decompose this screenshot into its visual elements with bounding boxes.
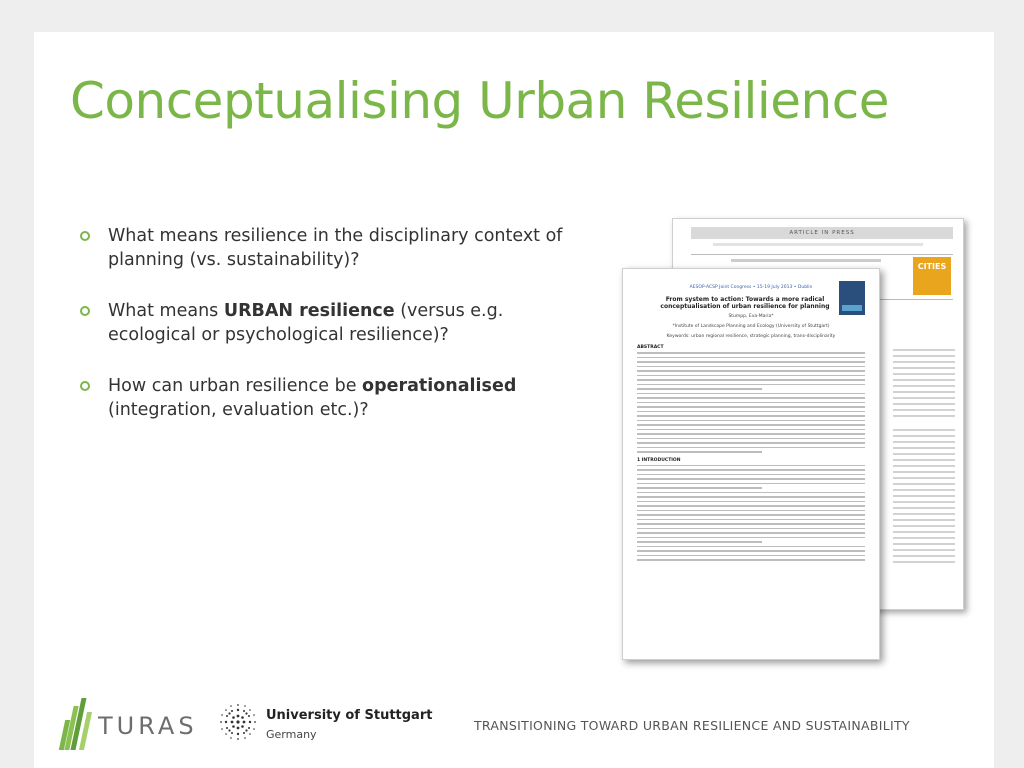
paper-intro-heading: 1 INTRODUCTION <box>637 457 681 463</box>
paper-back-text-column <box>893 349 955 421</box>
paper-back-journal-line <box>731 259 881 262</box>
paper-back-subline <box>713 243 923 246</box>
paper-back-text-column-2 <box>893 429 955 567</box>
paper-keywords: Keywords: urban regional resilience, strategic planning, trans-disciplinarity <box>666 334 836 339</box>
paper-conference-line: AESOP-ACSP Joint Congress • 15-19 July 2013 • Dublin <box>689 285 813 290</box>
aesop-logo <box>839 281 865 315</box>
bullet-item-3 <box>80 374 580 422</box>
turas-logo-text: TURAS <box>98 712 198 740</box>
paper-thumbnail-front <box>622 268 880 660</box>
bullet-item-1 <box>80 224 580 272</box>
bullet-item-2 <box>80 299 580 347</box>
paper-author: Stumpp, Eva-Maria* <box>728 314 774 319</box>
bullet-text: What means resilience in the disciplinary context of planning (vs. sustainability)? <box>108 226 563 270</box>
bullet-list <box>80 224 580 449</box>
bullet-bold-text: URBAN resilience <box>223 301 395 321</box>
university-name: University of Stuttgart <box>266 708 433 723</box>
footer-tagline: TRANSITIONING TOWARD URBAN RESILIENCE AND SUSTAINABILITY <box>474 718 910 733</box>
paper-abstract-lines <box>637 352 865 453</box>
turas-logo-icon <box>60 698 88 750</box>
bullet-text: How can urban resilience be <box>108 376 363 396</box>
university-country: Germany <box>266 728 317 741</box>
paper-title: From system to action: Towards a more radical conceptualisation of urban resilience for planning <box>660 296 830 310</box>
paper-back-header: ARTICLE IN PRESS <box>691 227 953 239</box>
bullet-marker-icon <box>80 381 90 391</box>
university-stuttgart-logo-icon <box>218 702 258 742</box>
bullet-marker-icon <box>80 231 90 241</box>
paper-abstract-heading: ABSTRACT <box>637 345 664 350</box>
cities-journal-badge: CITIES <box>913 257 951 295</box>
paper-affiliation: *Institute of Landscape Planning and Ecology (University of Stuttgart) <box>672 324 830 329</box>
bullet-text-after: (versus e.g. ecological or psychological resilience)? <box>108 301 504 345</box>
bullet-text: What means <box>108 301 224 321</box>
footer-logos <box>60 696 460 752</box>
paper-intro-lines <box>637 465 865 561</box>
bullet-bold-text: operationalised <box>362 376 517 396</box>
bullet-marker-icon <box>80 306 90 316</box>
slide-title: Conceptualising Urban Resilience <box>70 72 889 130</box>
bullet-text-after: (integration, evaluation etc.)? <box>108 400 369 420</box>
